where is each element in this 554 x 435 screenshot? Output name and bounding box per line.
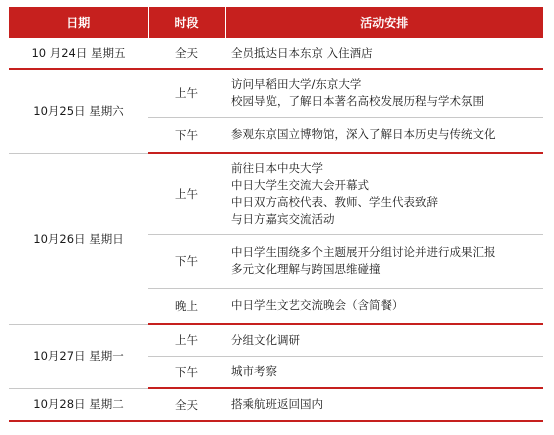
- activity-line: 访问早稻田大学/东京大学: [231, 77, 362, 92]
- activity-line: 城市考察: [231, 364, 277, 379]
- activity-cell: [225, 324, 543, 356]
- date-cell: 10 月24日 星期五: [9, 38, 148, 69]
- activity-line: 搭乘航班返回国内: [231, 397, 323, 411]
- activity-line: 多元文化理解与跨国思维碰撞: [231, 262, 381, 276]
- time-cell: 全天: [148, 38, 225, 69]
- date-cell: 10月28日 星期二: [9, 388, 148, 421]
- time-cell: 晚上: [148, 288, 225, 324]
- table-row: [9, 388, 543, 421]
- activity-line: 分组文化调研: [231, 332, 300, 347]
- time-cell: 上午: [148, 69, 225, 117]
- time-cell: 全天: [148, 388, 225, 421]
- table-row: [9, 38, 543, 69]
- activity-cell: [225, 356, 543, 388]
- activity-line: 中日学生文艺交流晚会（含简餐）: [231, 298, 404, 313]
- activity-cell: [225, 288, 543, 324]
- header-activity: 活动安排: [225, 7, 543, 38]
- activity-cell: [225, 117, 543, 153]
- activity-line: 校园导览，了解日本著名高校发展历程与学术氛围: [231, 94, 484, 109]
- header-date: 日期: [9, 7, 148, 38]
- activity-line: 与日方嘉宾交流活动: [231, 211, 335, 226]
- schedule-table: [9, 7, 543, 422]
- table-row: [9, 69, 543, 117]
- activity-line: 中日学生围绕多个主题展开分组讨论并进行成果汇报: [231, 245, 496, 259]
- activity-cell: [225, 388, 543, 421]
- activity-line: 中日双方高校代表、教师、学生代表致辞: [231, 194, 438, 209]
- header-time: 时段: [148, 7, 225, 38]
- activity-cell: [225, 69, 543, 117]
- date-cell: 10月25日 星期六: [9, 69, 148, 153]
- time-cell: 上午: [148, 153, 225, 234]
- table-row: [9, 153, 543, 234]
- date-cell: 10月26日 星期日: [9, 153, 148, 324]
- activity-cell: [225, 38, 543, 69]
- time-cell: 上午: [148, 324, 225, 356]
- activity-line: 前往日本中央大学: [231, 160, 323, 175]
- activity-cell: [225, 234, 543, 288]
- header-row: [9, 7, 543, 38]
- activity-line: 参观东京国立博物馆，深入了解日本历史与传统文化: [231, 127, 496, 142]
- time-cell: 下午: [148, 356, 225, 388]
- activity-line: 中日大学生交流大会开幕式: [231, 177, 369, 192]
- activity-line: 全员抵达日本东京 入住酒店: [231, 45, 373, 60]
- activity-cell: [225, 153, 543, 234]
- time-cell: 下午: [148, 117, 225, 153]
- date-cell: 10月27日 星期一: [9, 324, 148, 388]
- table-row: [9, 324, 543, 356]
- time-cell: 下午: [148, 234, 225, 288]
